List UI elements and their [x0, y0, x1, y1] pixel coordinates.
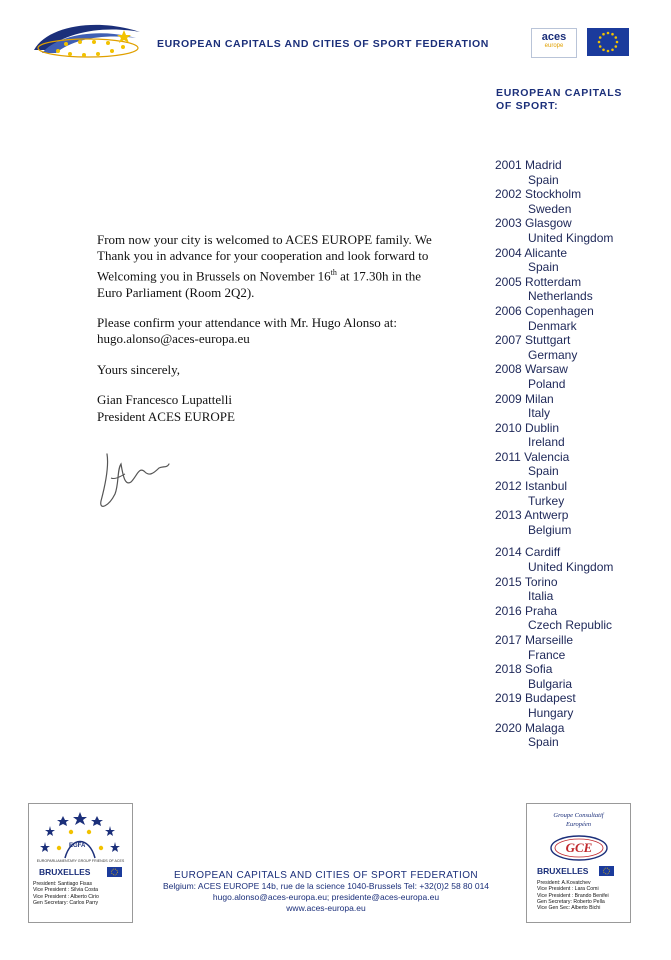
- egfa-group-line: EUROPARLIAMENTARY GROUP FRIENDS OF ACES: [36, 859, 125, 863]
- capital-city: Istanbul: [521, 479, 568, 494]
- capital-country: Poland: [528, 376, 566, 391]
- gce-box: [526, 803, 631, 923]
- capital-city: Dublin: [521, 420, 560, 435]
- capital-city: Madrid: [521, 158, 562, 172]
- header-title: EUROPEAN CAPITALS AND CITIES OF SPORT FEDERATION: [157, 38, 489, 50]
- capital-city: Copenhagen: [521, 303, 594, 318]
- footer-emails[interactable]: hugo.alonso@aces-europa.eu; presidente@aces-europa.eu: [212, 892, 440, 902]
- capital-year: 2005: [495, 274, 522, 289]
- egfa-city: BRUXELLES: [39, 867, 91, 877]
- aces-europe-logo: [531, 28, 577, 58]
- capital-year: 2008: [495, 362, 522, 377]
- capital-entry: [495, 304, 665, 333]
- capital-city: Rotterdam: [521, 274, 582, 289]
- capital-country: Denmark: [528, 318, 577, 333]
- capital-city: Marseille: [521, 633, 574, 647]
- capital-country: Belgium: [528, 522, 572, 537]
- capital-entry: [495, 216, 665, 245]
- capital-year: 2002: [495, 187, 522, 202]
- capital-year: 2004: [495, 245, 522, 260]
- capital-city: Praha: [521, 603, 558, 618]
- gce-logo-text: GCE: [565, 840, 593, 855]
- capital-country: Italy: [528, 406, 551, 421]
- officer-line: President: A.Kovatchev: [537, 880, 591, 886]
- capital-entry: [495, 450, 665, 479]
- capital-country: Czech Republic: [528, 618, 613, 633]
- capital-year: 2016: [495, 603, 522, 618]
- capital-year: 2015: [495, 574, 522, 589]
- capital-city: Stockholm: [521, 187, 582, 202]
- capital-year: 2014: [495, 545, 522, 560]
- capital-year: 2006: [495, 303, 522, 318]
- egfa-logo-text: EGFA: [69, 843, 86, 849]
- capital-city: Milan: [521, 391, 554, 406]
- egfa-eu-flag-icon: [107, 867, 122, 877]
- capital-city: Valencia: [520, 449, 570, 464]
- officer-line: Gen Secretary: Carlos Parry: [33, 899, 99, 906]
- officer-line: Gen Secretary: Roberto Pella: [537, 898, 605, 905]
- officer-line: Vice President : Lara Comi: [537, 886, 599, 893]
- gce-city: BRUXELLES: [537, 866, 589, 876]
- capital-country: United Kingdom: [528, 230, 614, 245]
- signer-title: President ACES EUROPE: [97, 408, 235, 424]
- capital-year: 2020: [495, 720, 522, 735]
- capital-country: Bulgaria: [528, 676, 573, 691]
- capital-year: 2012: [495, 479, 522, 494]
- footer-org: EUROPEAN CAPITALS AND CITIES OF SPORT FEDERATION: [173, 870, 479, 881]
- letter-signer: [97, 392, 472, 425]
- capital-city: Malaga: [521, 720, 565, 735]
- capital-country: Spain: [528, 172, 559, 187]
- officer-line: Vice President : Silvia Costa: [33, 887, 99, 894]
- capital-entry: [495, 604, 665, 633]
- capital-entry: [495, 545, 665, 574]
- capital-country: United Kingdom: [528, 560, 614, 575]
- letter-body: [97, 232, 472, 439]
- capital-entry: [495, 662, 665, 691]
- gce-script: Groupe Consultatif Européen: [553, 812, 604, 828]
- capital-entry: [495, 421, 665, 450]
- capital-city: Glasgow: [521, 216, 572, 231]
- capitals-heading: EUROPEAN CAPITALS OF SPORT:: [496, 87, 623, 112]
- federation-logo: [28, 20, 146, 60]
- officer-line: Vice Gen Sec: Alberto Bichi: [537, 905, 601, 912]
- capital-country: Italia: [528, 589, 554, 604]
- capital-city: Budapest: [521, 691, 576, 706]
- letter-closing: Yours sincerely,: [97, 361, 181, 377]
- eu-flag-icon: [587, 28, 629, 56]
- capital-year: 2001: [495, 158, 522, 172]
- footer-contact: [140, 870, 512, 914]
- capital-entry: [495, 721, 665, 750]
- capital-country: Spain: [528, 260, 559, 275]
- capital-country: Turkey: [528, 493, 565, 508]
- capital-country: Sweden: [528, 201, 572, 216]
- gce-eu-flag-icon: [599, 866, 614, 876]
- officer-line: President: Santiago Fisas: [33, 881, 93, 887]
- capital-country: Spain: [528, 464, 559, 479]
- officer-line: Vice President : Alberto Cirio: [33, 893, 99, 900]
- capital-city: Stuttgart: [521, 333, 571, 348]
- aces-logo-sub: europe: [544, 43, 564, 49]
- footer-website[interactable]: www.aces-europa.eu: [286, 903, 366, 913]
- capital-entry: [495, 187, 665, 216]
- footer-address: Belgium: ACES EUROPE 14b, rue de la science 1040-Brussels Tel: +32(0)2 58 80 014: [162, 881, 490, 891]
- capital-city: Sofia: [521, 662, 553, 677]
- contact-email[interactable]: hugo.alonso@aces-europa.eu: [97, 331, 250, 347]
- capital-year: 2018: [495, 662, 522, 677]
- capital-year: 2013: [495, 508, 522, 523]
- capital-entry: [495, 691, 665, 720]
- capital-entry: [495, 575, 665, 604]
- capital-city: Torino: [521, 574, 558, 589]
- capital-year: 2011: [495, 449, 521, 464]
- capital-entry: [495, 275, 665, 304]
- aces-logo-text: aces: [541, 31, 567, 43]
- capital-entry: [495, 392, 665, 421]
- capital-city: Antwerp: [521, 508, 569, 523]
- capital-year: 2003: [495, 216, 522, 231]
- handwritten-signature: [97, 446, 177, 518]
- capital-entry: [495, 479, 665, 508]
- capital-country: Germany: [528, 347, 578, 362]
- letter-paragraph-2: Please confirm your attendance with Mr. Hugo Alonso at: hugo.alonso@aces-europa.eu: [97, 314, 398, 347]
- capital-year: 2010: [495, 420, 522, 435]
- capital-entry: [495, 158, 665, 187]
- capitals-list: [495, 158, 665, 750]
- letter-paragraph-1: From now your city is welcomed to ACES EUROPE family. We Thank you in advance for your cooperation and look forward to Welcoming you in Brussels on November 16th at 17.30h in the Euro Parliament (Room 2Q2).: [97, 232, 432, 300]
- capital-year: 2009: [495, 391, 522, 406]
- capital-entry: [495, 633, 665, 662]
- capital-city: Alicante: [521, 245, 568, 260]
- capital-entry: [495, 246, 665, 275]
- capital-country: Ireland: [528, 435, 565, 450]
- capital-entry: [495, 508, 665, 537]
- capital-year: 2007: [495, 333, 522, 348]
- capital-city: Warsaw: [521, 362, 568, 377]
- officer-line: Vice President : Brando Benifei: [537, 892, 609, 899]
- capital-entry: [495, 333, 665, 362]
- gce-people: [537, 880, 609, 911]
- capital-country: France: [528, 647, 566, 662]
- capital-year: 2017: [495, 633, 522, 647]
- capital-entry: [495, 362, 665, 391]
- egfa-star-logo: [35, 810, 125, 862]
- egfa-box: [28, 803, 133, 923]
- capital-country: Netherlands: [528, 289, 593, 304]
- egfa-people: [33, 881, 99, 906]
- capital-city: Cardiff: [521, 545, 561, 560]
- capital-country: Hungary: [528, 705, 574, 720]
- signer-name: Gian Francesco Lupattelli: [97, 392, 233, 408]
- capital-year: 2019: [495, 691, 522, 706]
- capital-country: Spain: [528, 735, 559, 750]
